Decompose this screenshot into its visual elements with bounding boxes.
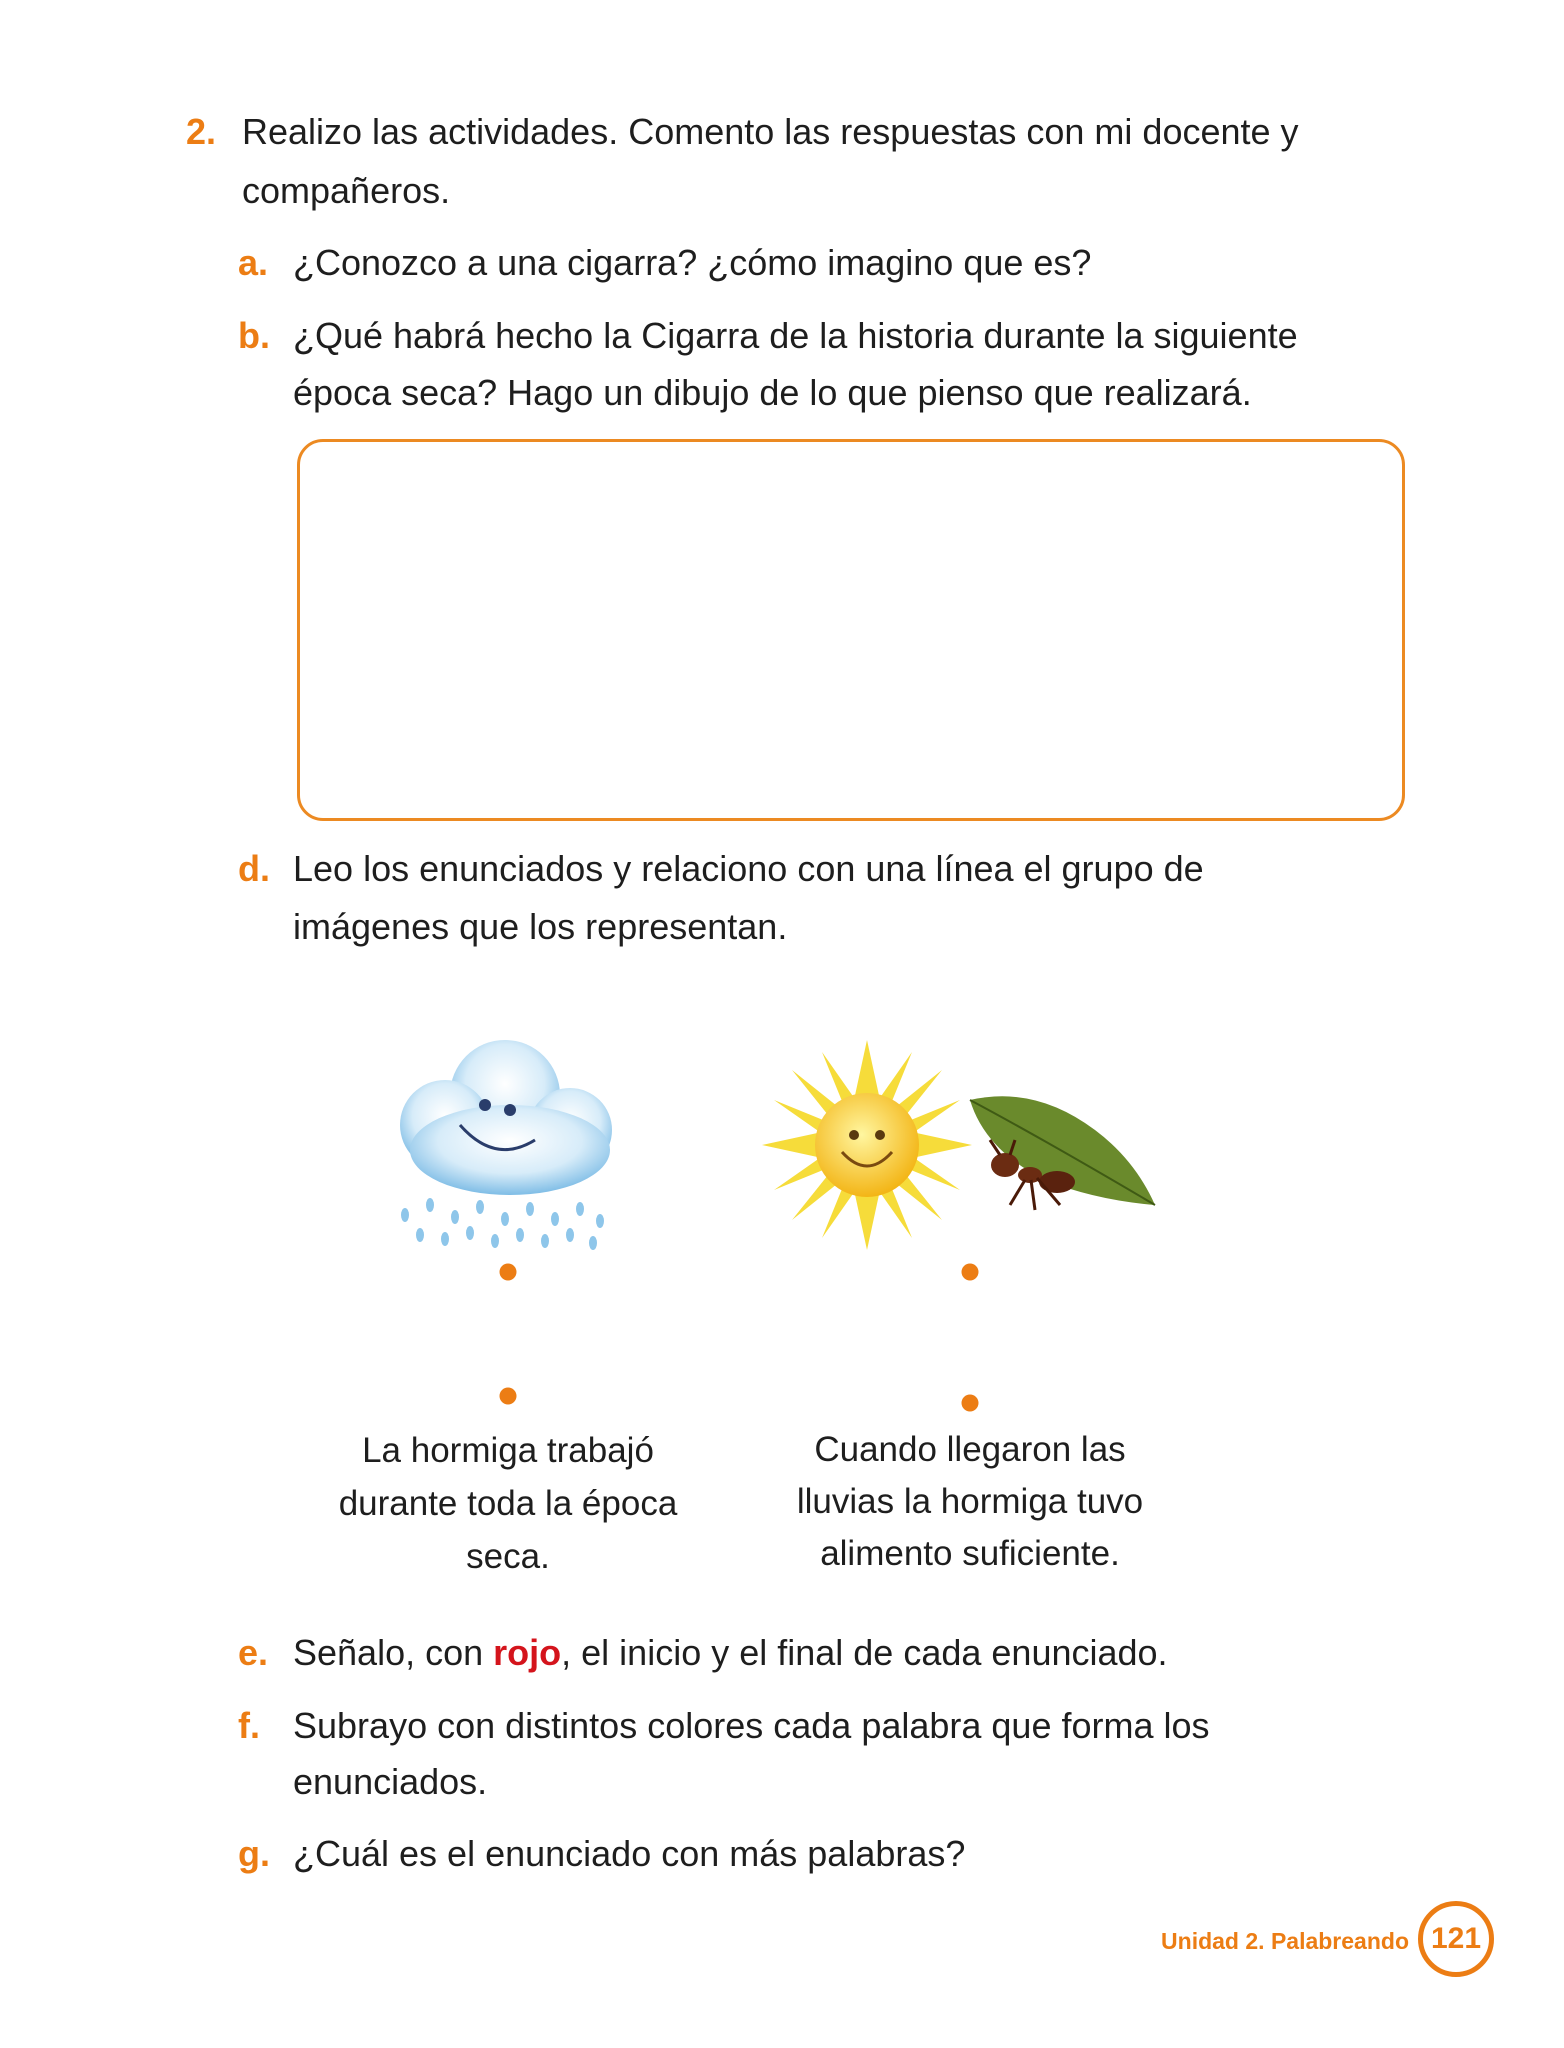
sun-icon <box>762 1040 972 1250</box>
rain-cloud-icon <box>385 1025 635 1265</box>
item-label-g: g. <box>238 1833 270 1874</box>
item-e-text <box>293 1632 1168 1673</box>
match-dot-statement-1[interactable] <box>500 1388 517 1405</box>
item-label-e: e. <box>238 1632 269 1673</box>
drawing-box[interactable] <box>297 439 1405 821</box>
item-d-text: Leo los enunciados y relaciono con una línea el grupo de <box>293 848 1204 889</box>
match-dot-statement-2[interactable] <box>962 1395 979 1412</box>
item-e-before: Señalo, con <box>293 1632 494 1673</box>
statement-line: Cuando llegaron las <box>814 1430 1126 1469</box>
item-f-text: Subrayo con distintos colores cada palabra que forma los <box>293 1705 1210 1746</box>
unit-title: Unidad 2. Palabreando <box>1161 1928 1409 1954</box>
page-number: 121 <box>1418 1901 1494 1977</box>
activity-number: 2. <box>186 111 217 152</box>
activity-text: Realizo las actividades. Comento las respuestas con mi docente y <box>242 111 1299 152</box>
statement-line: alimento suficiente. <box>820 1534 1120 1573</box>
item-a-text: ¿Conozco a una cigarra? ¿cómo imagino que es? <box>293 242 1092 283</box>
item-d-text: imágenes que los representan. <box>293 906 788 947</box>
statement-1 <box>288 1424 728 1583</box>
item-f-text: enunciados. <box>293 1761 488 1802</box>
match-dot-image-2[interactable] <box>962 1264 979 1281</box>
item-label-f: f. <box>238 1705 260 1746</box>
statement-2 <box>750 1424 1190 1580</box>
ant-carrying-leaf-icon <box>965 1090 1160 1220</box>
statement-line: La hormiga trabajó <box>362 1431 654 1470</box>
highlight-word-rojo: rojo <box>493 1632 562 1673</box>
statement-line: lluvias la hormiga tuvo <box>796 1482 1144 1521</box>
statement-line: durante toda la época <box>338 1484 678 1523</box>
activity-text: compañeros. <box>242 170 451 211</box>
item-g-text: ¿Cuál es el enunciado con más palabras? <box>293 1833 966 1874</box>
item-label-a: a. <box>238 242 269 283</box>
item-b-text: ¿Qué habrá hecho la Cigarra de la historia durante la siguiente <box>293 315 1298 356</box>
item-label-d: d. <box>238 848 270 889</box>
item-label-b: b. <box>238 315 270 356</box>
statement-line: seca. <box>466 1537 550 1576</box>
item-e-after: , el inicio y el final de cada enunciado. <box>561 1632 1168 1673</box>
match-dot-image-1[interactable] <box>500 1264 517 1281</box>
item-b-text: época seca? Hago un dibujo de lo que pienso que realizará. <box>293 372 1252 413</box>
